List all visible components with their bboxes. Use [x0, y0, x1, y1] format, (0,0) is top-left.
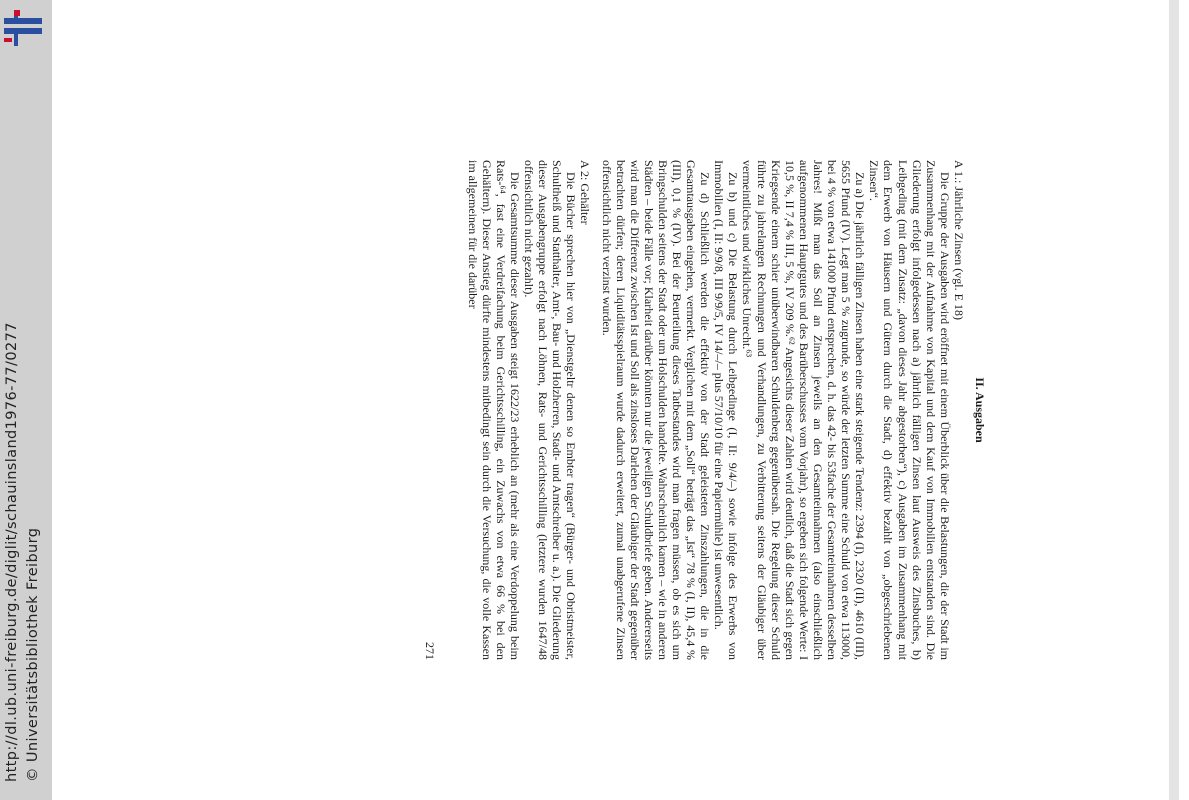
paragraph: Die Gruppe der Ausgaben wird eröffnet mit einem Überblick über die Belastungen, die der Stadt im Zusammenhang mit der Aufnahme von Kapital und dem Kauf von Immobilien entstanden sind. Die Gliederung erfolgt infolgedessen nach a) jährlich fälligen Zinsen laut Ausweis des Zinsbuches, b) Leibgeding (mit dem Zusatz: „davon dieses Jahr abgestorben“), c) Ausgaben im Zusammenhang mit dem Erwerb von Häusern und Gütern durch die Stadt, d) effektiv bezahlt von „obgeschriebenen Zinsen“. [867, 160, 952, 660]
paragraph: Zu a) Die jährlich fälligen Zinsen haben eine stark steigende Tendenz: 2394 (I), 2320 (II), 4610 (III), 5655 Pfund (IV). Legt man 5 % zugrunde, so würde der letzten Summe eine Schuld von etwa 113000, bei 4 % von etwa 141000 Pfund entsprechen, d. h. das 42- bis 53fache der Gesamteinnahmen desselben Jahres! Mißt man das Soll an Zinsen jeweils an den Gesamteinnahmen (also einschließlich aufgenommenen Hauptgutes und des Barüberschusses vom Vorjahr), so ergeben sich folgende Werte: I 10,5 %, II 7,4 % III, 5 %, IV 209 %.⁶² Angesichts dieser Zahlen wird deutlich, daß die Stadt sich gegen Kriegsende einem schier unüberwindbaren Schuldenberg gegenübersah. Die Regelung dieser Schuld führte zu jahrelangen Rechnungen und Verhandlungen, zu Verbitterung seitens der Gläubiger über vermeintliches und wirkliches Unrecht.⁶³ [740, 160, 868, 660]
paragraph: Zu b) und c) Die Belastung durch Leibgedinge (I, II: 9/4/–) sowie infolge des Erwerbs von Immobilien (I, II: 9/9/8, III 9/9/5, IV 14/–/– plus 57/10/10 für eine Papiermühle) ist unwesentlich. [712, 160, 741, 660]
viewer-sidebar [0, 0, 52, 800]
paragraph: Die Bücher sprechen hier von „Dienstgeltr denen so Embter tragen“ (Bürger- und Obristmeister, Schultheiß und Statthalter, Amt-, Bau- und Holzherren, Stadt- und Amtschreiber u. a.). Die Gliederung dieser Ausgabengruppe erfolgt nach Löhnen, Rats- und Gerichtsschilling (letztere wurden 1647/48 offensichtlich nicht gezahlt). [522, 160, 579, 660]
page-edge [1169, 0, 1179, 800]
subsection-heading: A 1.: Jährliche Zinsen (vgl. E 18) [951, 160, 966, 320]
paragraph: Die Gesamtsumme dieser Ausgaben steigt 1622/23 erheblich an (mehr als eine Verdoppelung beim Rats-⁶⁴, fast eine Verdreifachung beim Gerichtsschilling, ein Zuwachs von etwa 66 % bei den Gehältern). Dieser Anstieg dürfte mindestens mitbedingt sein durch die Versuchung, die volle Kassen im allgemeinen für die darüber [465, 160, 522, 660]
watermark-url[interactable]: http://dl.ub.uni-freiburg.de/diglit/schauinsland1976-77/0277 [4, 322, 20, 782]
section-title: II. Ausgaben [973, 377, 987, 443]
watermark [2, 0, 52, 800]
paragraph: Zu d) Schließlich werden die effektiv von der Stadt geleisteten Zinszahlungen, die in die Gesamtausgaben eingehen, vermerkt. Verglichen mit dem „Soll“ beträgt das „Ist“ 78 % (I, II), 45,4 % (III), 0,1 % (IV). Bei der Beurteilung dieses Tatbestandes wird man fragen müssen, ob es sich um Bringschulden seitens der Stadt oder um Holschulden handelte. Wahrscheinlich kamen – wie in anderen Städten – beide Fälle vor; Klarheit darüber könnten nur die jeweiligen Schuldbriefe geben. Andererseits wird man die Differenz zwischen Ist und Soll als zinsloses Darlehen der Gläubiger der Stadt gegenüber betrachten dürfen; deren Liquiditätsspielraum wurde dadurch erweitert, zumal unabgerufene Zinsen offensichtlich nicht verzinst wurden. [599, 160, 713, 660]
subsection-heading: A 2: Gehälter [578, 160, 593, 225]
page-text [423, 160, 987, 660]
watermark-copyright: © Universitätsbibliothek Freiburg [25, 527, 41, 782]
paragraph-list [466, 160, 966, 660]
page-number: 271 [423, 642, 438, 660]
